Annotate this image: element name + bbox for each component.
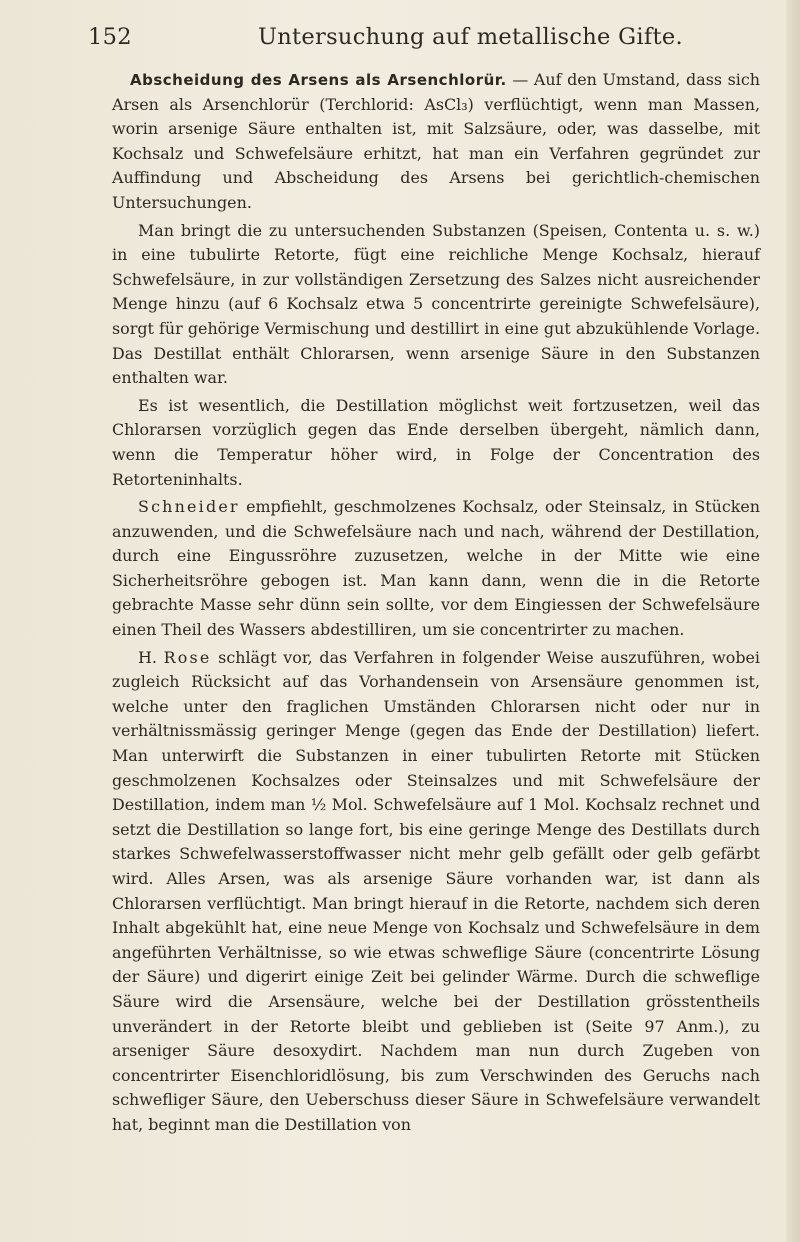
paragraph-1 <box>112 68 760 216</box>
paragraph-3: Es ist wesentlich, die Destillation möglichst weit fortzusetzen, weil das Chlorarsen vorzüglich gegen das Ende derselben übergeht, nämlich dann, wenn die Temperatur höher wird, in Folge der Concentration des Retorteninhalts. <box>112 395 760 489</box>
paragraph-5 <box>112 646 760 1138</box>
page-edge-shadow <box>786 0 800 1242</box>
paragraph-4 <box>112 495 760 643</box>
paragraph-4-text: empfiehlt, geschmolzenes Kochsalz, oder Steinsalz, in Stücken anzuwenden, und die Schwefelsäure nach und nach, während der Destillation, durch eine Eingussröhre zuzusetzen, welche in der Mitte wie eine Sicherheitsröhre gebogen ist. Man kann dann, wenn die in die Retorte gebrachte Masse sehr dünn sein sollte, vor dem Eingiessen der Schwefelsäure einen Theil des Wassers abdestilliren, um sie concentrirter zu machen. <box>112 497 760 640</box>
author-name-rose: Rose <box>163 647 212 667</box>
paragraph-5-text: schlägt vor, das Verfahren in folgender Weise auszuführen, wobei zugleich Rücksicht auf das Vorhandensein von Arsensäure genommen ist, welche unter den fraglichen Umständen Chlorarsen nicht oder nur in verhältnissmässig geringer Menge (gegen das Ende der Destillation) liefert. Man unterwirft die Substanzen in einer tubulirten Retorte mit Stücken geschmolzenen Kochsalzes oder Steinsalzes und mit Schwefelsäure der Destillation, indem man ½ Mol. Schwefelsäure auf 1 Mol. Kochsalz rechnet und setzt die Destillation so lange fort, bis eine geringe Menge des Destillats durch starkes Schwefelwasserstoffwasser nicht mehr gelb gefällt oder gelb gefärbt wird. Alles Arsen, was als arsenige Säure vorhanden war, ist dann als Chlorarsen verflüchtigt. Man bringt hierauf in die Retorte, nachdem sich deren Inhalt abgekühlt hat, eine neue Menge von Kochsalz und Schwefelsäure in dem angeführten Verhältnisse, so wie etwas schweflige Säure (concentrirte Lösung der Säure) und digerirt einige Zeit bei gelinder Wärme. Durch die schweflige Säure wird die Arsensäure, welche bei der Destillation grösstentheils unverändert in der Retorte bleibt und geblieben ist (Seite 97 Anm.), zu arseniger Säure desoxydirt. Nachdem man nun durch Zugeben von concentrirter Eisenchloridlösung, bis zum Verschwinden des Geruchs nach schwefliger Säure, den Ueberschuss dieser Säure in Schwefelsäure verwandelt hat, beginnt man die Destillation von <box>112 647 761 1134</box>
running-title: Untersuchung auf metallische Gifte. <box>258 24 683 50</box>
author-initial: H. <box>138 647 164 667</box>
section-heading: Abscheidung des Arsens als Arsenchlorür. <box>130 71 507 89</box>
paragraph-1-text: — Auf den Umstand, dass sich Arsen als Arsenchlorür (Terchlorid: AsCl₃) verflüchtigt, wenn man Massen, worin arsenige Säure enthalten ist, mit Salzsäure, oder, was dasselbe, mit Kochsalz und Schwefelsäure erhitzt, hat man ein Verfahren gegründet zur Auffindung und Abscheidung des Arsens bei gerichtlich-chemischen Untersuchungen. <box>112 70 760 212</box>
author-name-schneider: Schneider <box>138 497 240 517</box>
paragraph-2: Man bringt die zu untersuchenden Substanzen (Speisen, Contenta u. s. w.) in eine tubulirte Retorte, fügt eine reichliche Menge Kochsalz, hierauf Schwefelsäure, in zur vollständigen Zersetzung des Salzes nicht ausreichender Menge hinzu (auf 6 Kochsalz etwa 5 concentrirte gereinigte Schwefelsäure), sorgt für gehörige Vermischung und destillirt in eine gut abzukühlende Vorlage. Das Destillat enthält Chlorarsen, wenn arsenige Säure in den Substanzen enthalten war. <box>112 220 760 388</box>
page-number: 152 <box>88 24 132 50</box>
body-text <box>112 68 760 1138</box>
